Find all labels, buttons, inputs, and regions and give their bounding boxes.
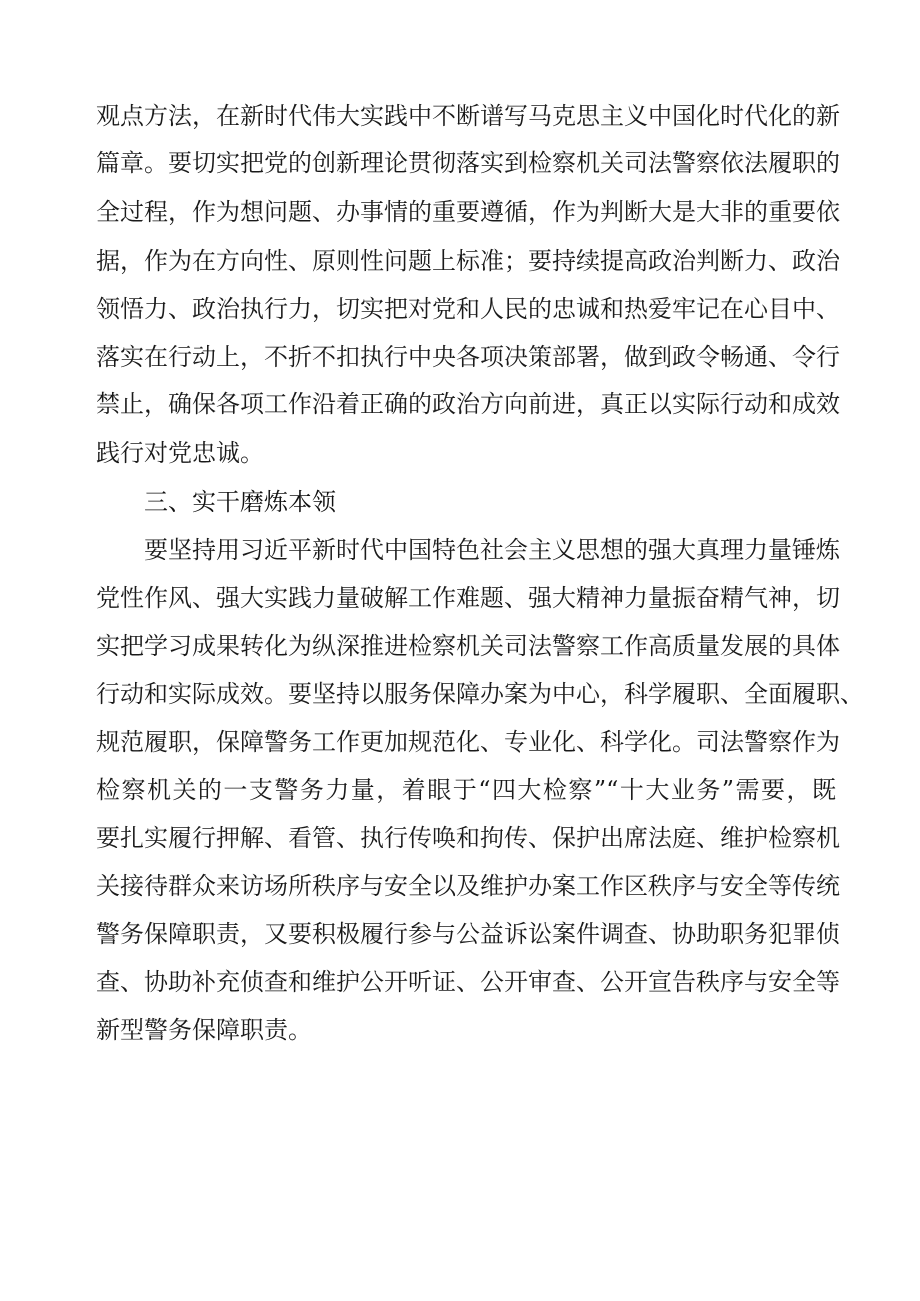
paragraph-line: 践行对党忠诚。: [96, 439, 264, 467]
paragraph-line: 全过程，作为想问题、办事情的重要遵循，作为判断大是大非的重要依: [96, 198, 840, 226]
paragraph-line: 禁止，确保各项工作沿着正确的政治方向前进，真正以实际行动和成效: [96, 390, 840, 418]
paragraph-line: 行动和实际成效。要坚持以服务保障办案为中心，科学履职、全面履职、: [96, 680, 864, 708]
paragraph-line: 党性作风、强大实践力量破解工作难题、强大精神力量振奋精气神，切: [96, 584, 840, 612]
paragraph-line: 关接待群众来访场所秩序与安全以及维护办案工作区秩序与安全等传统: [96, 872, 840, 900]
paragraph-line: 检察机关的一支警务力量，着眼于“四大检察”“十大业务”需要，既: [96, 776, 836, 804]
paragraph-line: 警务保障职责，又要积极履行参与公益诉讼案件调查、协助职务犯罪侦: [96, 920, 840, 948]
paragraph-line: 要坚持用习近平新时代中国特色社会主义思想的强大真理力量锤炼: [144, 536, 840, 564]
paragraph-line: 新型警务保障职责。: [96, 1016, 312, 1044]
paragraph-line: 查、协助补充侦查和维护公开听证、公开审查、公开宣告秩序与安全等: [96, 968, 840, 996]
paragraph-line: 篇章。要切实把党的创新理论贯彻落实到检察机关司法警察依法履职的: [96, 149, 840, 177]
paragraph-line: 据，作为在方向性、原则性问题上标准；要持续提高政治判断力、政治: [96, 247, 840, 275]
paragraph-line: 实把学习成果转化为纵深推进检察机关司法警察工作高质量发展的具体: [96, 632, 840, 660]
section-heading: 三、实干磨炼本领: [144, 488, 336, 516]
paragraph-line: 观点方法，在新时代伟大实践中不断谱写马克思主义中国化时代化的新: [96, 102, 840, 130]
paragraph-line: 规范履职，保障警务工作更加规范化、专业化、科学化。司法警察作为: [96, 728, 840, 756]
paragraph-line: 落实在行动上，不折不扣执行中央各项决策部署，做到政令畅通、令行: [96, 343, 840, 371]
paragraph-line: 领悟力、政治执行力，切实把对党和人民的忠诚和热爱牢记在心目中、: [96, 295, 840, 323]
paragraph-line: 要扎实履行押解、看管、执行传唤和拘传、保护出席法庭、维护检察机: [96, 824, 840, 852]
